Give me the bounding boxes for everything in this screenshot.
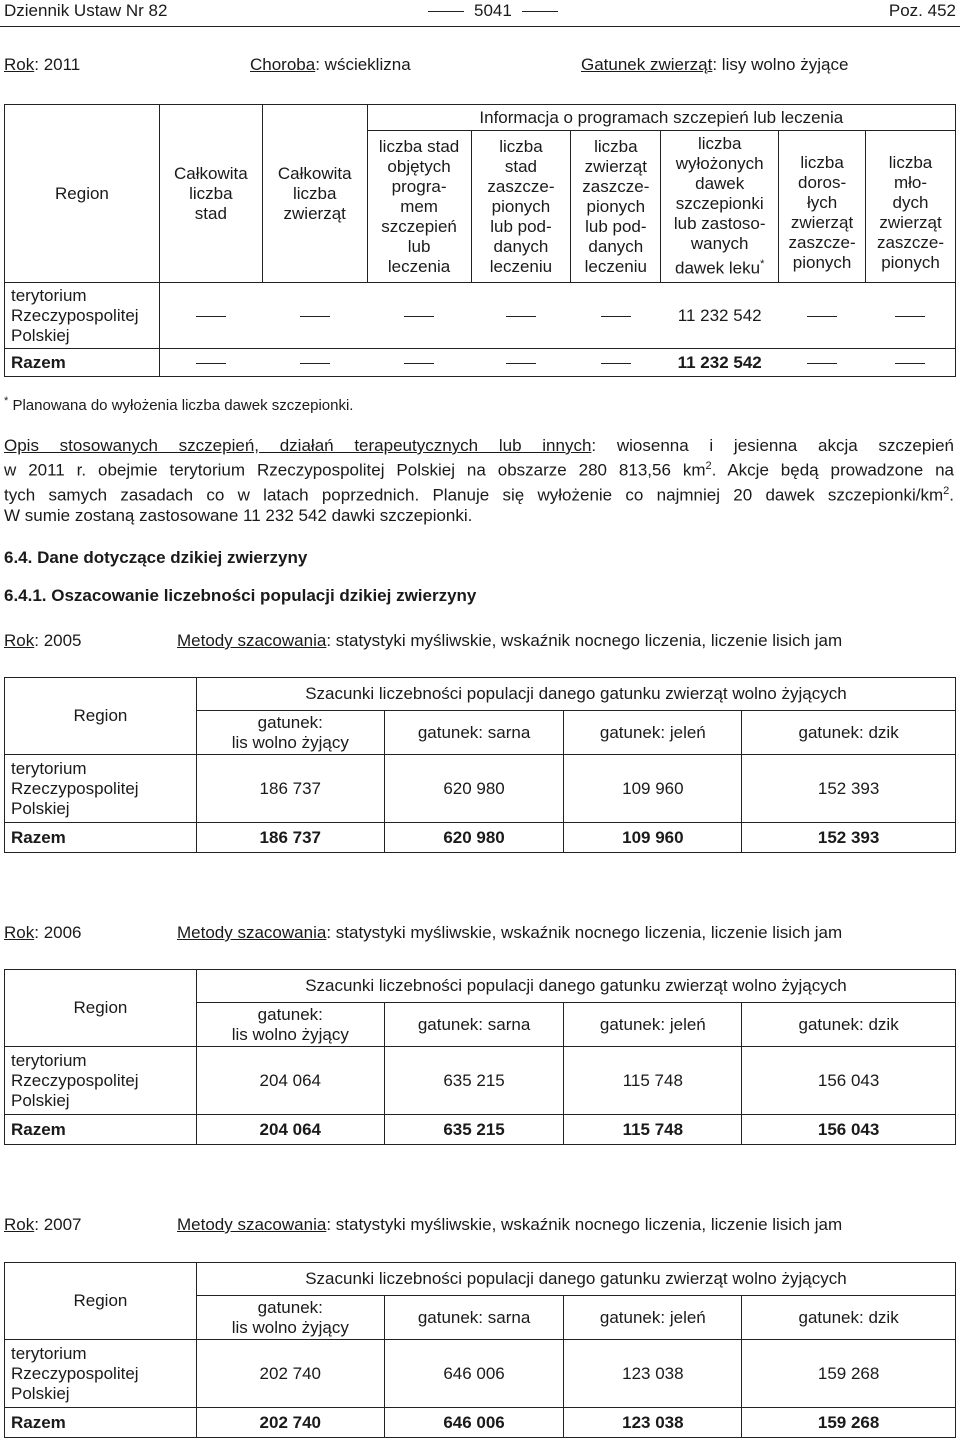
col-header: liczba wyłożonych dawek szczepionki lub zastoso- wanych dawek leku* bbox=[661, 131, 779, 283]
lis-header: gatunek: lis wolno żyjący bbox=[196, 1296, 384, 1340]
region-header: Region bbox=[5, 105, 160, 283]
footnote: * Planowana do wyłożenia liczba dawek szczepionki. bbox=[4, 395, 354, 414]
lis-header: gatunek: lis wolno żyjący bbox=[196, 711, 384, 755]
page-header bbox=[0, 0, 960, 24]
sarna-header: gatunek: sarna bbox=[384, 711, 564, 755]
razem-cell: Razem bbox=[5, 1115, 197, 1145]
region-header: Region bbox=[5, 678, 197, 755]
dzik-header: gatunek: dzik bbox=[742, 1003, 956, 1047]
info-header: Informacja o programach szczepień lub leczenia bbox=[367, 105, 955, 131]
sarna-value: 620 980 bbox=[384, 755, 564, 823]
journal-name: Dziennik Ustaw Nr 82 bbox=[4, 1, 168, 20]
lis-value: 204 064 bbox=[196, 1047, 384, 1115]
jelen-value: 109 960 bbox=[564, 755, 742, 823]
vaccination-table bbox=[4, 104, 956, 377]
razem-cell: Razem bbox=[5, 349, 160, 377]
dzik-value: 159 268 bbox=[742, 1340, 956, 1408]
section-6-4-1: 6.4.1. Oszacowanie liczebności populacji dzikiej zwierzyny bbox=[4, 586, 477, 605]
gatunek: Gatunek zwierząt: lisy wolno żyjące bbox=[581, 55, 849, 74]
section-6-4: 6.4. Dane dotyczące dzikiej zwierzyny bbox=[4, 548, 308, 567]
jelen-header: gatunek: jeleń bbox=[564, 1296, 742, 1340]
razem-cell: Razem bbox=[5, 823, 197, 853]
page-number: 5041 bbox=[428, 1, 558, 21]
calk-zw-header: Całkowita liczba zwierząt bbox=[262, 105, 367, 283]
dzik-value: 152 393 bbox=[742, 755, 956, 823]
terr-cell: terytorium Rzeczypospolitej Polskiej bbox=[5, 1047, 197, 1115]
col-header: liczba mło- dych zwierząt zaszcze- pionych bbox=[866, 131, 956, 283]
population-table-2006: Region Szacunki liczebności populacji danego gatunku zwierząt wolno żyjących gatunek: lis wolno żyjący gatunek: sarna gatunek: jeleń gatunek: dzik terytorium Rzeczypospolitej Polskiej 204 064 635 215 115 748 156 043 Razem 204 064 635 215 115 748 156 043 bbox=[4, 969, 956, 1145]
dzik-header: gatunek: dzik bbox=[742, 711, 956, 755]
sarna-header: gatunek: sarna bbox=[384, 1003, 564, 1047]
szacunki-header: Szacunki liczebności populacji danego gatunku zwierząt wolno żyjących bbox=[196, 678, 955, 711]
col-header: liczba doros- łych zwierząt zaszcze- pionych bbox=[779, 131, 866, 283]
jelen-header: gatunek: jeleń bbox=[564, 711, 742, 755]
razem-value-cell: 11 232 542 bbox=[661, 349, 779, 377]
col-header: liczba zwierząt zaszcze- pionych lub pod- danych leczeniu bbox=[571, 131, 661, 283]
rok-2011: Rok: 2011 bbox=[4, 55, 81, 74]
value-cell: 11 232 542 bbox=[661, 283, 779, 349]
lis-value: 202 740 bbox=[196, 1340, 384, 1408]
population-table-2005: Region Szacunki liczebności populacji danego gatunku zwierząt wolno żyjących gatunek: lis wolno żyjący gatunek: sarna gatunek: jeleń gatunek: dzik terytorium Rzeczypospolitej Polskiej 186 737 620 980 109 960 152 393 Razem 186 737 620 980 109 960 152 393 bbox=[4, 677, 956, 853]
jelen-value: 123 038 bbox=[564, 1340, 742, 1408]
col-header: liczba stad zaszcze- pionych lub pod- danych leczeniu bbox=[471, 131, 571, 283]
region-header: Region bbox=[5, 1263, 197, 1340]
razem-cell: Razem bbox=[5, 1408, 197, 1438]
szacunki-header: Szacunki liczebności populacji danego gatunku zwierząt wolno żyjących bbox=[196, 1263, 955, 1296]
calk-stad-header: Całkowita liczba stad bbox=[159, 105, 262, 283]
choroba: Choroba: wścieklizna bbox=[250, 55, 411, 74]
sarna-value: 646 006 bbox=[384, 1340, 564, 1408]
position-number: Poz. 452 bbox=[888, 1, 956, 20]
terr-cell: terytorium Rzeczypospolitej Polskiej bbox=[5, 1340, 197, 1408]
dzik-header: gatunek: dzik bbox=[742, 1296, 956, 1340]
opis-paragraph: Opis stosowanych szczepień, działań terapeutycznych lub innych: wiosenna i jesienna akcja szczepień w 2011 r. obejmie terytorium Rzeczypospolitej Polskiej na obszarze 280 813,56 $km^2$. Akcje będą prowadzone na tych samych zasadach co w latach poprzednich. Planuje się wyłożenie co najmniej 20 dawek szczepionki/$km^2$. W sumie zostaną zastosowane 11 232 542 dawki szczepionki. bbox=[4, 436, 955, 526]
col-header: liczba stad objętych progra- mem szczepień lub leczenia bbox=[367, 131, 471, 283]
jelen-value: 115 748 bbox=[564, 1047, 742, 1115]
terr-cell: terytorium Rzeczypospolitej Polskiej bbox=[5, 755, 197, 823]
szacunki-header: Szacunki liczebności populacji danego gatunku zwierząt wolno żyjących bbox=[196, 970, 955, 1003]
sarna-header: gatunek: sarna bbox=[384, 1296, 564, 1340]
lis-value: 186 737 bbox=[196, 755, 384, 823]
lis-header: gatunek: lis wolno żyjący bbox=[196, 1003, 384, 1047]
sarna-value: 635 215 bbox=[384, 1047, 564, 1115]
header-rule bbox=[0, 26, 960, 27]
terr-cell: terytorium Rzeczypospolitej Polskiej bbox=[5, 283, 160, 349]
jelen-header: gatunek: jeleń bbox=[564, 1003, 742, 1047]
population-table-2007: Region Szacunki liczebności populacji danego gatunku zwierząt wolno żyjących gatunek: lis wolno żyjący gatunek: sarna gatunek: jeleń gatunek: dzik terytorium Rzeczypospolitej Polskiej 202 740 646 006 123 038 159 268 Razem 202 740 646 006 123 038 159 268 bbox=[4, 1262, 956, 1438]
dzik-value: 156 043 bbox=[742, 1047, 956, 1115]
region-header: Region bbox=[5, 970, 197, 1047]
